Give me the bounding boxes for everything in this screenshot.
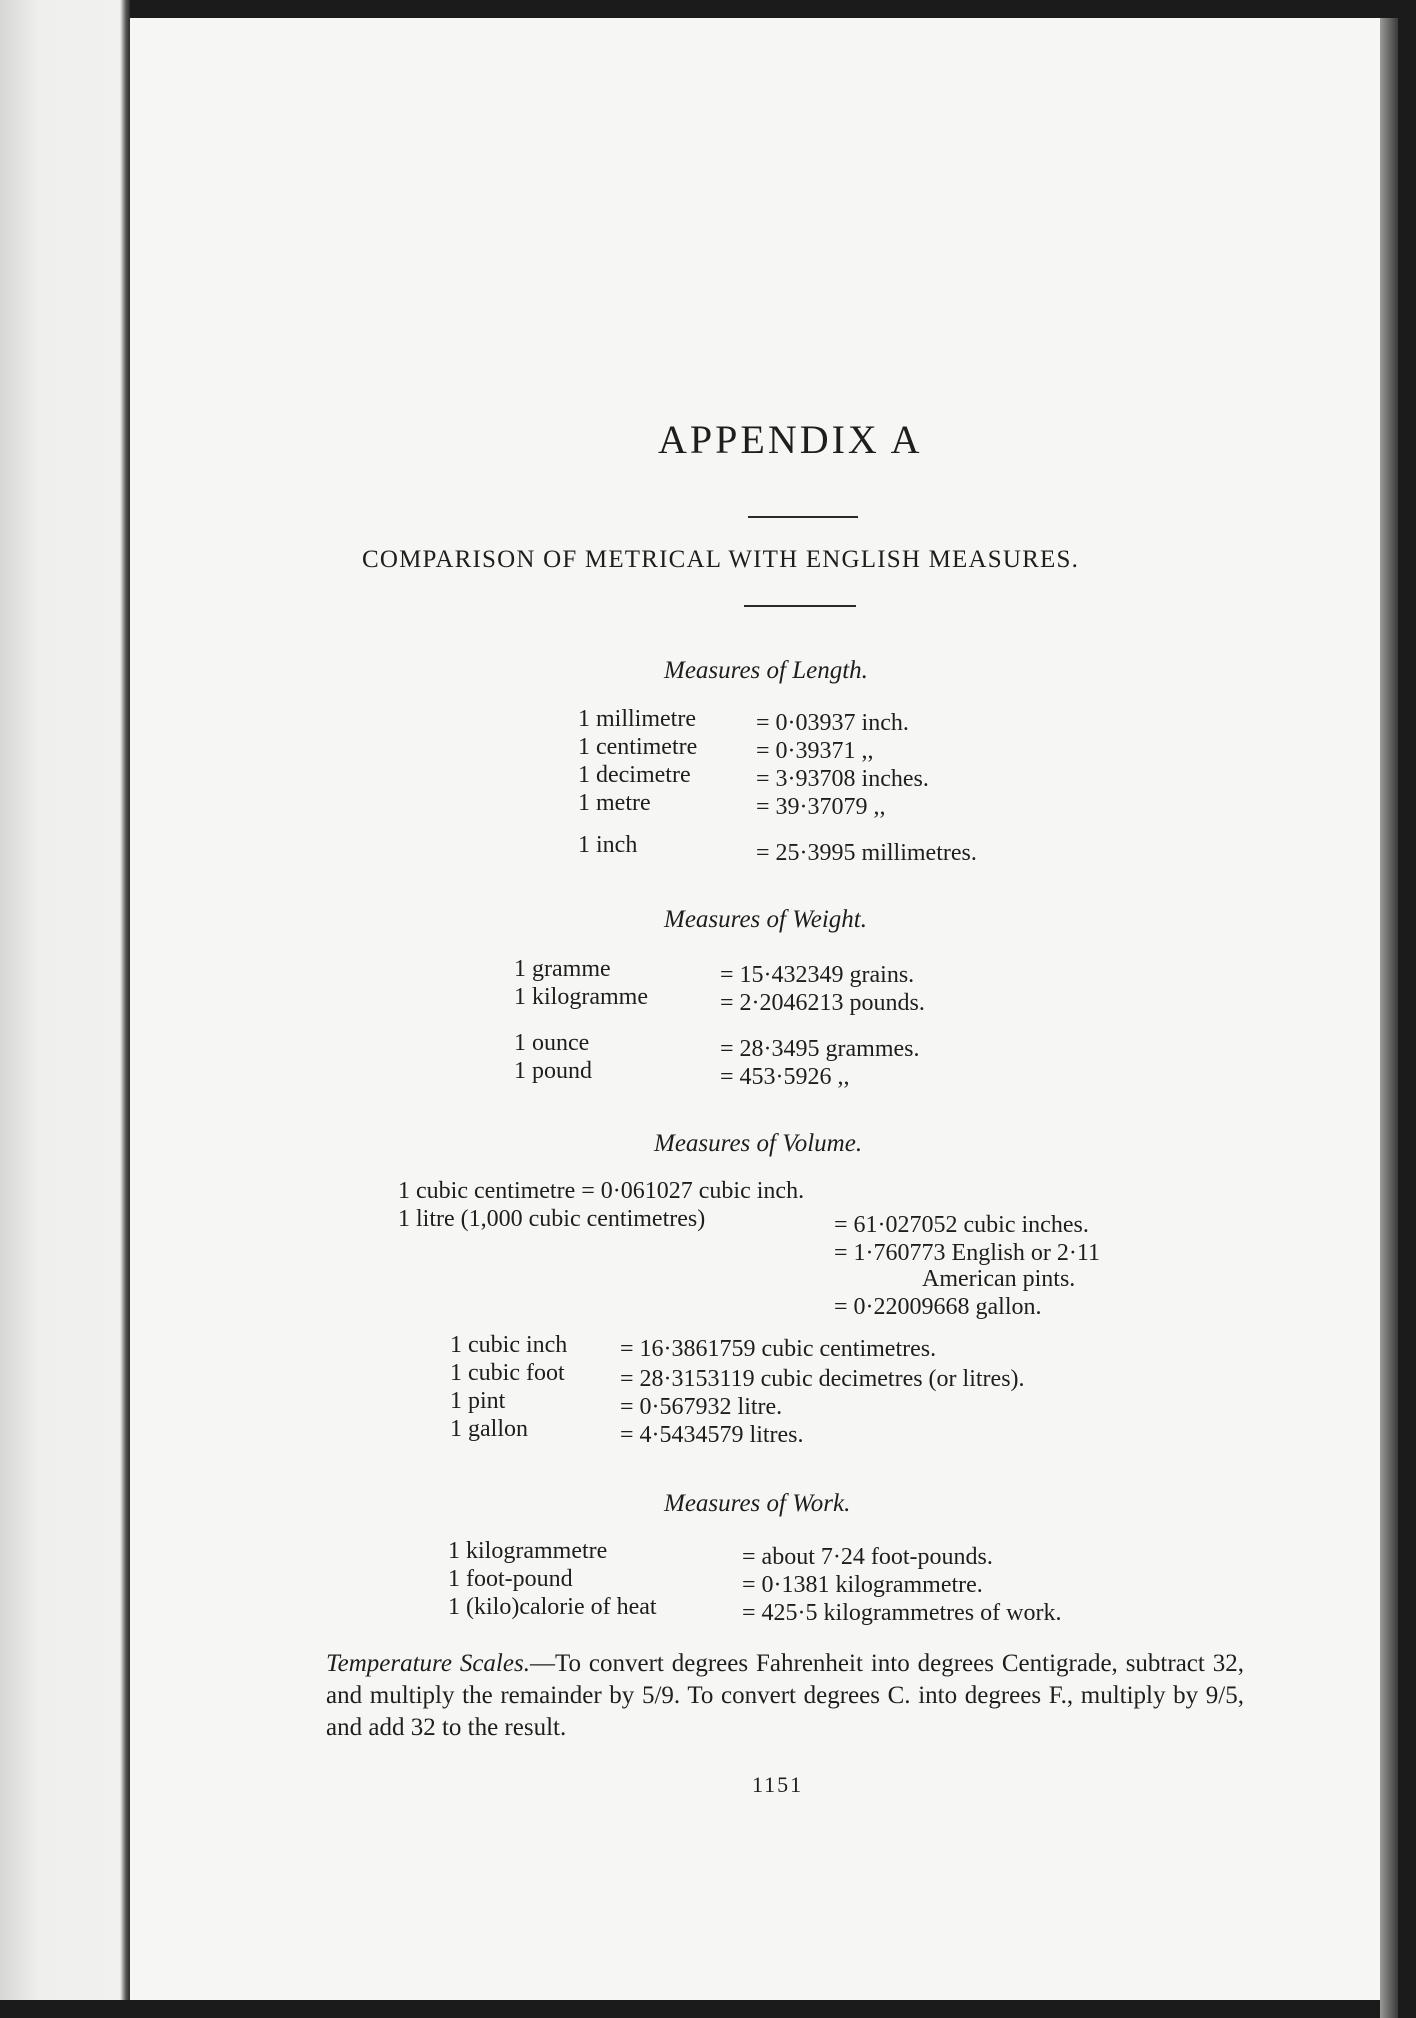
length-unit-row: 1 centimetre [578,734,698,760]
weight-heading: Measures of Weight. [664,906,867,933]
length-unit-row: 1 inch [578,832,638,858]
length-value-row: = 39·37079 ,, [756,794,886,820]
length-value-row: = 0·03937 inch. [756,710,909,736]
weight-unit-row: 1 pound [514,1058,592,1084]
weight-value-row: = 15·432349 grains. [720,962,915,988]
weight-unit-row: 1 kilogramme [514,984,648,1010]
cubic-centimetre-line: 1 cubic centimetre = 0·061027 cubic inch. [398,1178,805,1204]
weight-value-row: = 2·2046213 pounds. [720,990,925,1016]
temperature-label: Temperature Scales. [326,1650,530,1677]
weight-unit-row: 1 ounce [514,1030,590,1056]
weight-unit-row: 1 gramme [514,956,611,982]
volume-unit-row: 1 cubic foot [450,1360,565,1386]
length-value-row: = 0·39371 ,, [756,738,874,764]
work-heading: Measures of Work. [664,1490,851,1517]
volume-value-row: = 16·3861759 cubic centimetres. [620,1336,937,1362]
litre-value: = 61·027052 cubic inches. [834,1212,1089,1238]
comparison-heading: COMPARISON OF METRICAL WITH ENGLISH MEASURES. [362,546,1080,573]
temperature-paragraph [326,1648,1244,1744]
weight-value-row: = 453·5926 ,, [720,1064,850,1090]
volume-value-row: = 4·5434579 litres. [620,1422,804,1448]
binding-gutter [0,0,130,2000]
work-value-row: = 425·5 kilogrammetres of work. [742,1600,1062,1626]
page-number: 1151 [752,1772,804,1797]
title-rule [748,516,858,518]
work-unit-row: 1 foot-pound [448,1566,573,1592]
litre-value: = 1·760773 English or 2·11 [834,1240,1100,1266]
volume-unit-row: 1 gallon [450,1416,528,1442]
volume-unit-row: 1 pint [450,1388,506,1414]
litre-value: American pints. [922,1266,1076,1292]
length-unit-row: 1 decimetre [578,762,691,788]
appendix-title: APPENDIX A [658,417,923,462]
length-unit-row: 1 millimetre [578,706,696,732]
temperature-text: —To convert degrees Fahrenheit into degrees Centigrade, subtract 32, and multiply the remainder by 5/9. To convert degrees C. into degrees F., multiply by 9/5, and add 32 to the result. [326,1650,1244,1741]
length-value-row: = 25·3995 millimetres. [756,840,977,866]
litre-label: 1 litre (1,000 cubic centimetres) [398,1206,706,1232]
work-unit-row: 1 kilogrammetre [448,1538,608,1564]
volume-heading: Measures of Volume. [654,1130,863,1157]
length-heading: Measures of Length. [664,657,868,684]
length-value-row: = 3·93708 inches. [756,766,929,792]
work-value-row: = about 7·24 foot-pounds. [742,1544,993,1570]
volume-value-row: = 0·567932 litre. [620,1394,783,1420]
work-value-row: = 0·1381 kilogrammetre. [742,1572,983,1598]
weight-value-row: = 28·3495 grammes. [720,1036,920,1062]
volume-value-row: = 28·3153119 cubic decimetres (or litres). [620,1366,1025,1392]
work-unit-row: 1 (kilo)calorie of heat [448,1594,657,1620]
subtitle-rule [744,605,856,607]
litre-value: = 0·22009668 gallon. [834,1294,1042,1320]
length-unit-row: 1 metre [578,790,651,816]
page-edge [1380,18,1398,2018]
volume-unit-row: 1 cubic inch [450,1332,568,1358]
